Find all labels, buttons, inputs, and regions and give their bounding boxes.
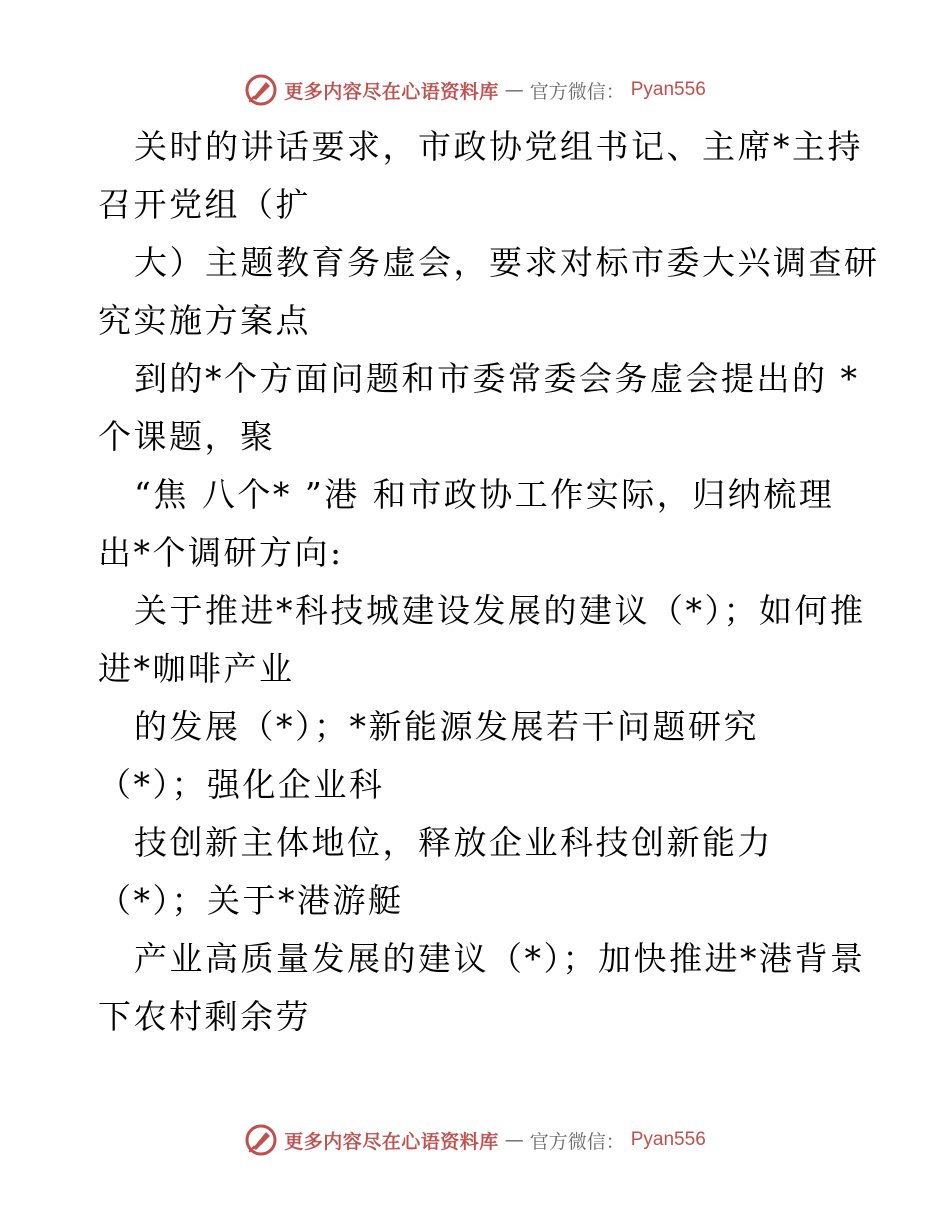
footer-watermark bbox=[0, 1120, 950, 1160]
body-line: 下农村剩余劳 bbox=[98, 997, 311, 1036]
body-line: 关于推进*科技城建设发展的建议（*）；如何推 bbox=[134, 591, 866, 630]
body-line: （*）；关于*港游艇 bbox=[98, 881, 404, 920]
watermark-title: 更多内容尽在心语资料库 bbox=[284, 1130, 499, 1153]
watermark-separator: — bbox=[504, 1129, 524, 1151]
body-line: 关时的讲话要求，市政协党组书记、主席*主持 bbox=[134, 127, 863, 166]
body-line: 个课题，聚 bbox=[98, 417, 276, 456]
pen-nib-logo-icon bbox=[244, 73, 278, 107]
watermark-title: 更多内容尽在心语资料库 bbox=[284, 80, 499, 103]
body-line: 进*咖啡产业 bbox=[98, 649, 295, 688]
body-line: 大）主题教育务虚会，要求对标市委大兴调查研 bbox=[134, 243, 880, 282]
body-line: 召开党组（扩 bbox=[98, 185, 311, 224]
watermark-label: 官方微信： bbox=[529, 1130, 625, 1153]
pen-nib-logo-icon bbox=[244, 1123, 278, 1157]
body-line: 出*个调研方向: bbox=[98, 533, 344, 572]
body-line: 到的*个方面问题和市委常委会务虚会提出的 * bbox=[134, 359, 860, 398]
body-line: 的发展（*）；*新能源发展若干问题研究 bbox=[134, 707, 759, 746]
body-line: 究实施方案点 bbox=[98, 301, 311, 340]
body-line: “焦 八个* ”港 和市政协工作实际，归纳梳理 bbox=[134, 475, 835, 514]
body-line: 技创新主体地位，释放企业科技创新能力 bbox=[134, 823, 773, 862]
watermark-label: 官方微信： bbox=[529, 80, 625, 103]
watermark-wechat-id: Pyan556 bbox=[630, 1129, 706, 1150]
watermark-wechat-id: Pyan556 bbox=[630, 79, 706, 100]
body-line: 产业高质量发展的建议（*）；加快推进*港背景 bbox=[134, 939, 866, 978]
watermark-separator: — bbox=[504, 79, 524, 101]
document-body bbox=[98, 118, 880, 1046]
header-watermark bbox=[0, 70, 950, 110]
body-line: （*）；强化企业科 bbox=[98, 765, 385, 804]
